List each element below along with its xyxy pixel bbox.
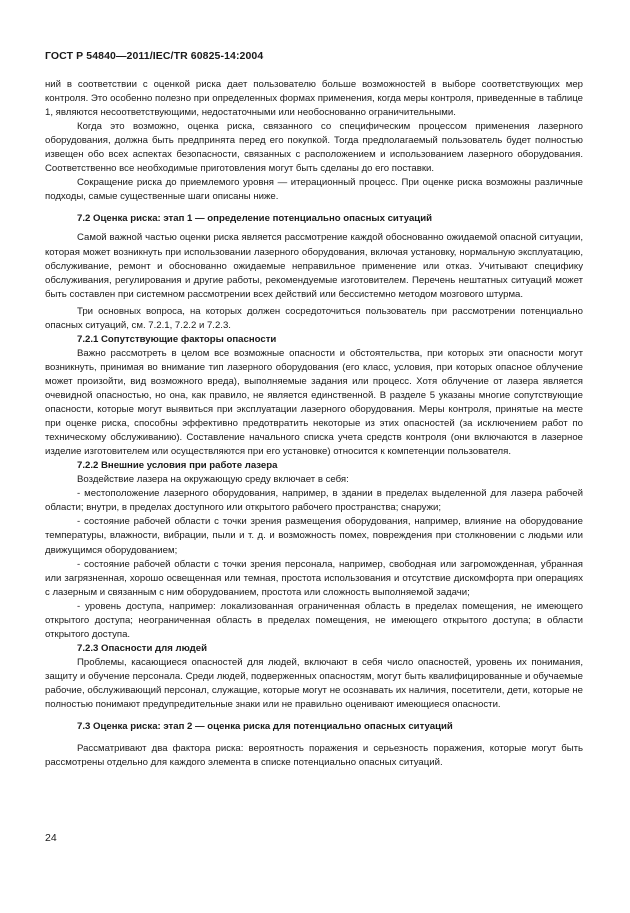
paragraph: Самой важной частью оценки риска является рассмотрение каждой обоснованно ожидаемой опасной ситуации, которая может возникнуть при использовании лазерного оборудования, включая установку, нормальную эксплуатацию, обслуживание, ремонт и обоснованно ожидаемые неправильное применение или отказ. Учитывают специфику обслуживания, регулирования и другие работы, рекомендуемые изготовителем. Перечень нештатных ситуаций может быть составлен при системном рассмотрении всех действий или бессистемно методом мозгового штурма. (45, 232, 583, 300)
list-item: - состояние рабочей области с точки зрения персонала, например, свободная или загроможденная, убранная или загрязненная, хорошо освещенная или темная, простота использования и отсутствие дискомфорта при операциях с лазерным и связанным с ним оборудованием, простота или сложность выполняемой задачи; (45, 558, 583, 598)
subsection-heading-7-2-1: 7.2.1 Сопутствующие факторы опасности (77, 333, 277, 345)
paragraph: ний в соответствии с оценкой риска дает пользователю больше возможностей в выборе соответствующих мер контроля. Это особенно полезно при определенных формах применения, когда меры контроля, приведенные в таблице 1, являются несоответствующими, недостаточными или необоснованно ограничительными. (45, 79, 583, 119)
list-item: - уровень доступа, например: локализованная ограниченная область в пределах помещения, не имеющего открытого доступа; неограниченная область в пределах помещения, не имеющего открытого доступа; в области открытого доступа. (45, 600, 583, 640)
page-number: 24 (45, 832, 57, 844)
list-item: - местоположение лазерного оборудования, например, в здании в пределах выделенной для лазера рабочей области; внутри, в пределах доступного или открытого рабочего пространства; снаружи; (45, 488, 583, 514)
list-item: - состояние рабочей области с точки зрения размещения оборудования, например, влияние на оборудование температуры, влажности, вибрации, пыли и т. д. и возможность помех, повреждения при столкновении с людьми или движущимся оборудованием; (45, 516, 583, 556)
paragraph: Проблемы, касающиеся опасностей для людей, включают в себя число опасностей, уровень их понимания, защиту и обучение персонала. Среди людей, подверженных опасностям, могут быть квалифицированные и обучаемые рабочие, обслуживающий персонал, служащие, которые могут не осознавать их наличия, посетители, дети, которые не полностью понимают предупредительные знаки или не правильно оценивают имеющиеся опасности. (45, 656, 583, 711)
subsection-heading-7-2-2: 7.2.2 Внешние условия при работе лазера (77, 460, 278, 472)
paragraph: Сокращение риска до приемлемого уровня — итерационный процесс. При оценке риска возможны различные подходы, самые существенные шаги описаны ниже. (45, 177, 583, 203)
document-body (45, 78, 583, 770)
paragraph: Важно рассмотреть в целом все возможные опасности и обстоятельства, при которых эти опасности могут возникнуть, принимая во внимание тип лазерного оборудования (его класс, условия, при которых опасное облучение может произойти, вид возможного вреда), выполняемые задания или процесс. Хотя облучение от лазера является очевидной опасностью, но она, как правило, не является единственной. В разделе 5 указаны многие сопутствующие опасности, которые могут выявиться при эксплуатации лазерного оборудования. Меры контроля, принятые на месте при оценке риска, способны эффективно предотвратить некоторые из этих опасностей (за исключением работ по техническому обслуживанию). Составление начального списка учета средств контроля (они включаются в лазерное изделие изготовителем или осуществляются при его установке) относится к компетенции пользователя. (45, 347, 583, 458)
paragraph: Рассматривают два фактора риска: вероятность поражения и серьезность поражения, которые могут быть рассмотрены отдельно для каждого элемента в списке потенциально опасных ситуаций. (45, 743, 583, 769)
paragraph: Воздействие лазера на окружающую среду включает в себя: (77, 474, 349, 486)
subsection-heading-7-2-3: 7.2.3 Опасности для людей (77, 642, 207, 654)
paragraph: Три основных вопроса, на которых должен сосредоточиться пользователь при рассмотрении потенциально опасных ситуаций, см. 7.2.1, 7.2.2 и 7.2.3. (45, 305, 583, 331)
paragraph: Когда это возможно, оценка риска, связанного со специфическим процессом применения лазерного оборудования, должна быть предпринята перед его покупкой. Тогда предполагаемый пользователь будет полностью извещен обо всех аспектах безопасности, связанных с расположением и использованием лазерного оборудования. Соответственно все необходимые приготовления могут быть сделаны до его поставки. (45, 121, 583, 175)
section-heading-7-2: 7.2 Оценка риска: этап 1 — определение потенциально опасных ситуаций (77, 213, 432, 225)
document-header: ГОСТ Р 54840—2011/IEC/TR 60825-14:2004 (45, 50, 264, 62)
section-heading-7-3: 7.3 Оценка риска: этап 2 — оценка риска для потенциально опасных ситуаций (77, 721, 453, 733)
